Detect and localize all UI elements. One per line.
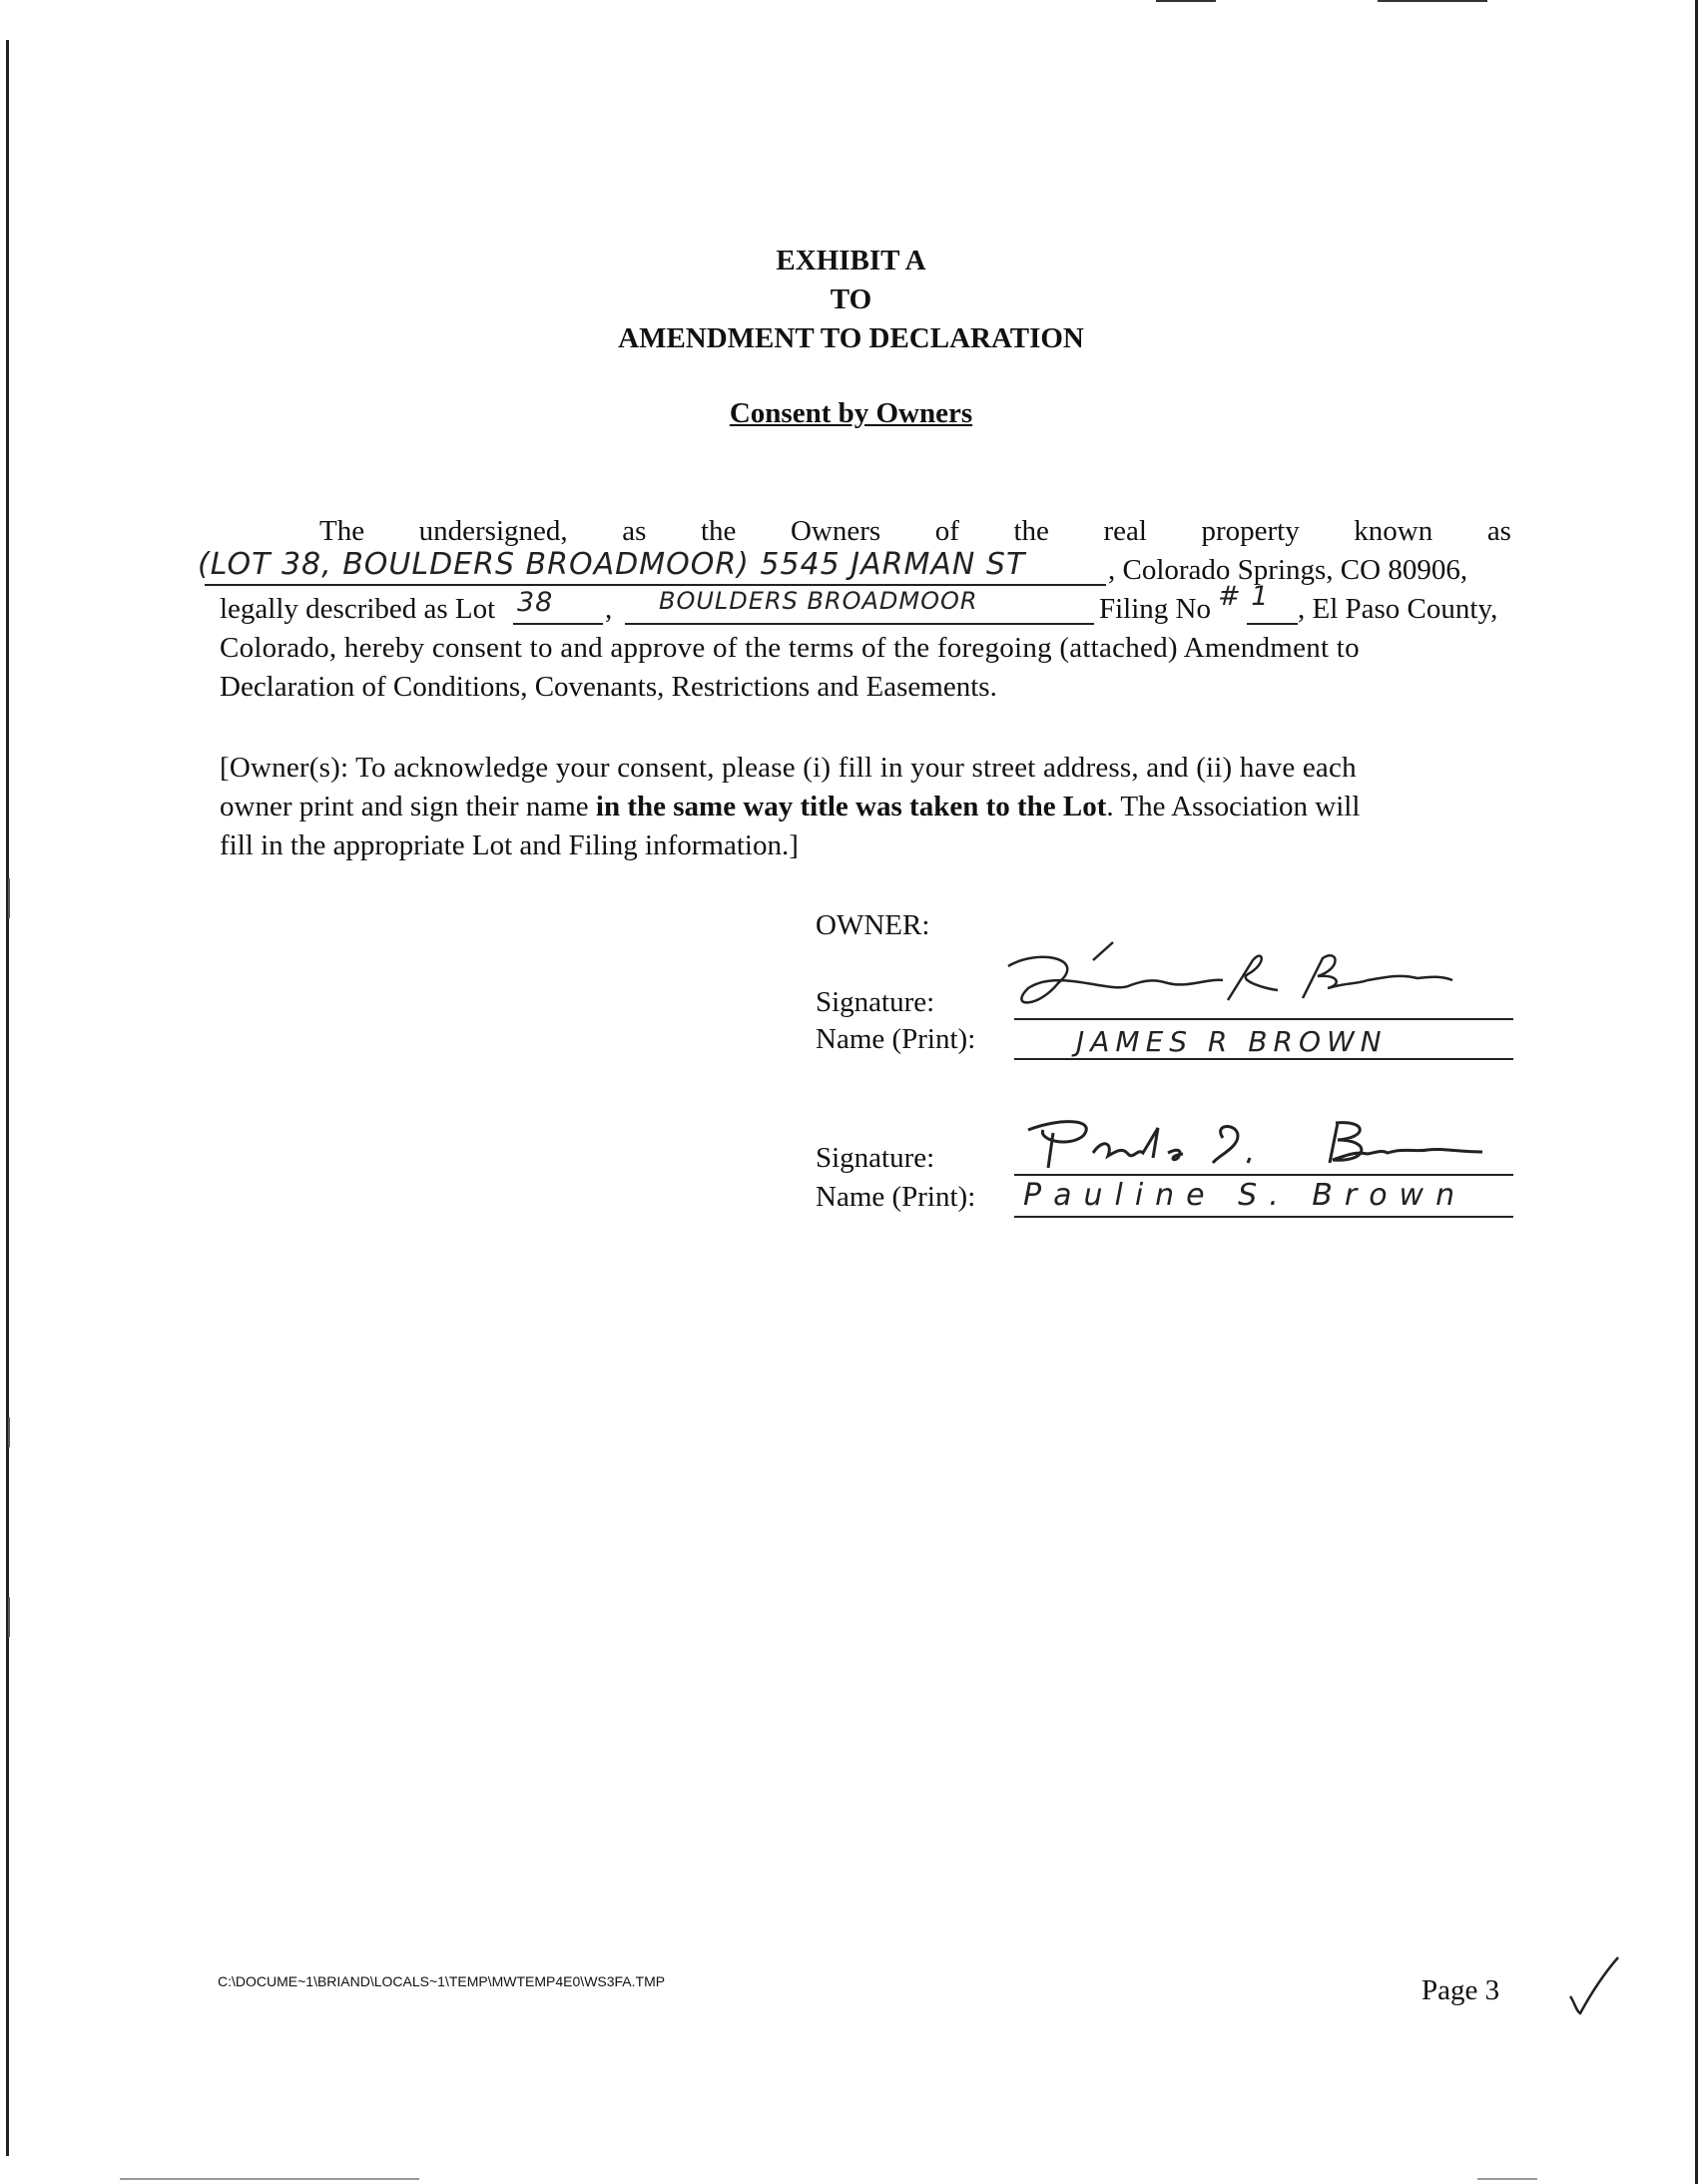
legal-description-prefix: legally described as Lot: [220, 593, 496, 625]
name-print-line: [1014, 1216, 1513, 1218]
signature-label: Signature:: [816, 1142, 935, 1174]
handwritten-filing: # 1: [1218, 581, 1270, 612]
property-blank-line: [205, 584, 1106, 586]
exhibit-title: EXHIBIT A: [776, 245, 926, 276]
scan-artifact: [1378, 0, 1487, 2]
name-print-line: [1014, 1058, 1513, 1060]
property-city-text: , Colorado Springs, CO 80906,: [1108, 554, 1468, 586]
paragraph2-line1: [Owner(s): To acknowledge your consent, please (i) fill in your street address, and (ii) have each: [220, 752, 1357, 784]
lot-blank-line: [513, 623, 603, 625]
handwritten-subdivision: BOULDERS BROADMOOR: [659, 587, 978, 615]
signature-pauline-brown: [1008, 1108, 1507, 1178]
handwritten-lot: 38: [517, 587, 554, 618]
scan-artifact: [1477, 2178, 1537, 2180]
owner-label: OWNER:: [816, 909, 930, 941]
paragraph1-line4: Colorado, hereby consent to and approve of the terms of the foregoing (attached) Amendment to: [220, 632, 1360, 664]
printed-name-james-brown: JAMES R BROWN: [1076, 1025, 1388, 1058]
scan-artifact: [8, 1597, 10, 1637]
consent-title: Consent by Owners: [729, 397, 973, 429]
paragraph2-line3: fill in the appropriate Lot and Filing information.]: [220, 829, 799, 861]
exhibit-to: TO: [830, 283, 872, 315]
scan-artifact: [1156, 0, 1216, 2]
subdivision-blank-line: [625, 623, 1094, 625]
scan-artifact: [120, 2178, 419, 2180]
name-print-label: Name (Print):: [816, 1181, 976, 1213]
scan-artifact: [8, 878, 10, 918]
scan-artifact: [8, 1417, 10, 1447]
page-number: Page 3: [1421, 1974, 1500, 2006]
paragraph1-line1: The undersigned, as the Owners of the real property known as: [319, 515, 1511, 547]
filing-blank-line: [1247, 623, 1298, 625]
county-text: , El Paso County,: [1298, 593, 1498, 625]
filing-label: Filing No: [1099, 593, 1211, 625]
signature-james-brown: [998, 938, 1477, 1028]
handwritten-property: (LOT 38, BOULDERS BROADMOOR) 5545 JARMAN ST: [198, 547, 1026, 582]
signature-label: Signature:: [816, 986, 935, 1018]
comma: ,: [605, 593, 613, 625]
exhibit-subtitle: AMENDMENT TO DECLARATION: [618, 322, 1084, 354]
paragraph2-line2: owner print and sign their name in the same way title was taken to the Lot. The Association will: [220, 791, 1361, 822]
name-print-label: Name (Print):: [816, 1023, 976, 1055]
paragraph1-line5: Declaration of Conditions, Covenants, Restrictions and Easements.: [220, 671, 997, 703]
printed-name-pauline-brown: Pauline S. Brown: [1023, 1178, 1467, 1213]
checkmark-icon: [1562, 1951, 1622, 2021]
file-path: C:\DOCUME~1\BRIAND\LOCALS~1\TEMP\MWTEMP4E0\WS3FA.TMP: [218, 1973, 666, 1989]
